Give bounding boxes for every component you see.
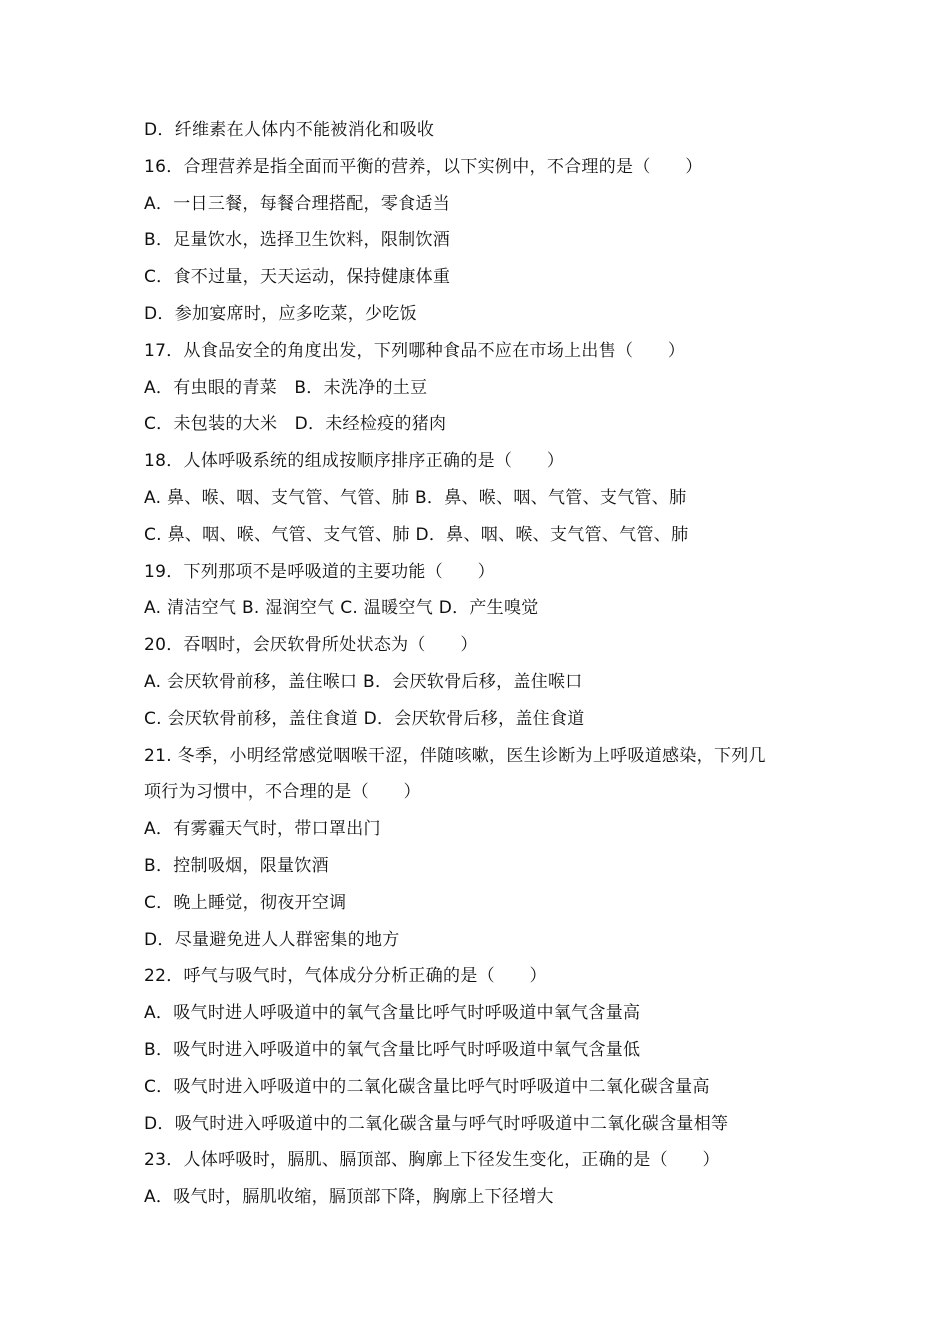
option-15-d: D．纤维素在人体内不能被消化和吸收 [144, 120, 435, 140]
option-17-cd: C．未包装的大米 D．未经检疫的猪肉 [144, 414, 447, 435]
question-16: 16．合理营养是指全面而平衡的营养，以下实例中，不合理的是（ ） [144, 156, 703, 177]
option-21-b: B．控制吸烟，限量饮酒 [144, 855, 329, 876]
option-22-c: C．吸气时进入呼吸道中的二氧化碳含量比呼气时呼吸道中二氧化碳含量高 [144, 1076, 710, 1097]
option-20-cd: C. 会厌软骨前移，盖住食道 D．会厌软骨后移，盖住食道 [144, 708, 585, 729]
question-21-line-1: 21. 冬季，小明经常感觉咽喉干涩，伴随咳嗽，医生诊断为上呼吸道感染，下列几 [144, 745, 766, 766]
option-16-a: A．一日三餐，每餐合理搭配，零食适当 [144, 193, 451, 214]
question-18: 18．人体呼吸系统的组成按顺序排序正确的是（ ） [144, 451, 565, 472]
question-20: 20．吞咽时，会厌软骨所处状态为（ ） [144, 635, 478, 656]
option-22-b: B．吸气时进入呼吸道中的氧气含量比呼气时呼吸道中氧气含量低 [144, 1039, 641, 1060]
option-21-a: A．有雾霾天气时，带口罩出门 [144, 819, 381, 840]
question-17: 17．从食品安全的角度出发，下列哪种食品不应在市场上出售（ ） [144, 340, 686, 361]
option-21-c: C．晚上睡觉，彻夜开空调 [144, 892, 347, 913]
option-20-ab: A. 会厌软骨前移，盖住喉口 B．会厌软骨后移，盖住喉口 [144, 671, 583, 692]
option-16-b: B．足量饮水，选择卫生饮料，限制饮酒 [144, 230, 451, 251]
question-19: 19．下列那项不是呼吸道的主要功能（ ） [144, 561, 495, 582]
option-16-c: C．食不过量，天天运动，保持健康体重 [144, 267, 451, 288]
option-22-a: A．吸气时进人呼吸道中的氧气含量比呼气时呼吸道中氧气含量高 [144, 1003, 641, 1024]
option-23-a: A．吸气时，膈肌收缩，膈顶部下降，胸廓上下径增大 [144, 1187, 554, 1208]
question-22: 22．呼气与吸气时，气体成分分析正确的是（ ） [144, 966, 547, 987]
option-18-cd: C. 鼻、咽、喉、气管、支气管、肺 D．鼻、咽、喉、支气管、气管、肺 [144, 524, 689, 545]
option-17-ab: A．有虫眼的青菜 B．未洗净的土豆 [144, 377, 428, 398]
option-22-d: D．吸气时进入呼吸道中的二氧化碳含量与呼气时呼吸道中二氧化碳含量相等 [144, 1113, 729, 1134]
question-21-line-2: 项行为习惯中，不合理的是（ ） [144, 782, 421, 803]
option-18-ab: A. 鼻、喉、咽、支气管、气管、肺 B．鼻、喉、咽、气管、支气管、肺 [144, 487, 687, 508]
option-21-d: D．尽量避免进人人群密集的地方 [144, 929, 400, 950]
option-19-abcd: A. 清洁空气 B. 湿润空气 C. 温暖空气 D．产生嗅觉 [144, 598, 539, 619]
question-text-block [144, 112, 824, 1216]
option-16-d: D．参加宴席时，应多吃菜，少吃饭 [144, 303, 417, 324]
question-23: 23．人体呼吸时，膈肌、膈顶部、胸廓上下径发生变化，正确的是（ ） [144, 1150, 720, 1171]
